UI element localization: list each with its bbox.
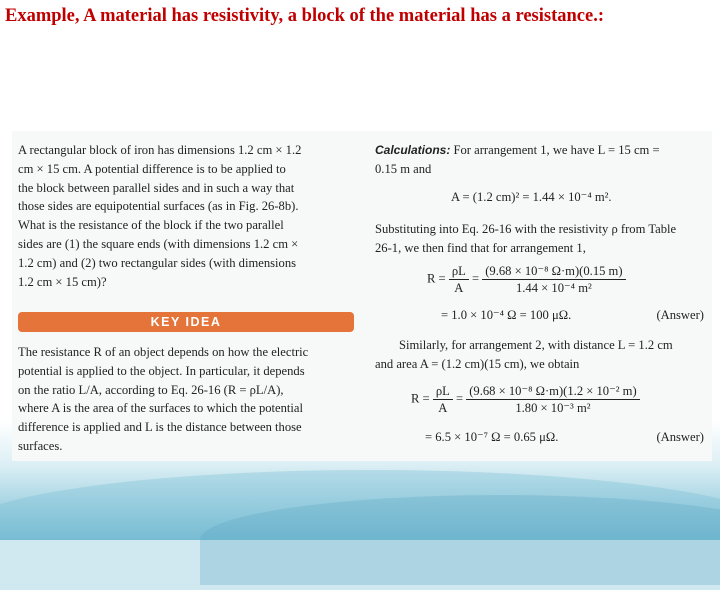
numeric-fraction	[482, 263, 625, 296]
key-idea-label: KEY IDEA	[150, 314, 222, 329]
key-idea-text	[18, 343, 354, 456]
problem-line: 1.2 cm) and (2) two rectangular sides (with dimensions	[18, 255, 297, 270]
problem-statement	[18, 141, 354, 291]
key-idea-line: where A is the area of the surfaces to which the potential	[18, 401, 304, 416]
fraction-denominator: A	[454, 281, 464, 295]
area-equation: A = (1.2 cm)² = 1.44 × 10⁻⁴ m².	[451, 190, 612, 204]
numeric-fraction	[466, 383, 639, 416]
equals-sign: =	[455, 391, 467, 406]
problem-line: sides are (1) the square ends (with dimensions 1.2 cm ×	[18, 236, 299, 251]
rho-l-over-a-fraction	[433, 383, 453, 416]
fraction-numerator: ρL	[449, 263, 469, 280]
key-idea-line: surfaces.	[18, 438, 63, 453]
calculations-line: 0.15 m and	[375, 162, 432, 176]
equation-lhs: R =	[427, 271, 449, 286]
fraction-numerator: (9.68 × 10⁻⁸ Ω·m)(1.2 × 10⁻² m)	[466, 383, 639, 400]
key-idea-line: on the ratio L/A, according to Eq. 26-16 (R = ρL/A),	[18, 382, 284, 397]
calculations-intro	[375, 141, 660, 160]
fraction-numerator: (9.68 × 10⁻⁸ Ω·m)(0.15 m)	[482, 263, 625, 280]
key-idea-banner	[18, 312, 354, 332]
fraction-numerator: ρL	[433, 383, 453, 400]
calculations-heading: Calculations:	[375, 143, 451, 157]
slide-title: Example, A material has resistivity, a block of the material has a resistance.:	[5, 6, 604, 26]
problem-line: What is the resistance of the block if the two parallel	[18, 218, 284, 233]
calculations-intro-text: For arrangement 1, we have L = 15 cm =	[450, 143, 660, 157]
key-idea-line: difference is applied and L is the distance between those	[18, 420, 302, 435]
equation-lhs: R =	[411, 391, 433, 406]
problem-line: A rectangular block of iron has dimensions 1.2 cm × 1.2	[18, 143, 302, 157]
answer-label: (Answer)	[656, 308, 704, 322]
problem-line: cm × 15 cm. A potential difference is to be applied to	[18, 161, 286, 176]
calculations-section	[375, 141, 708, 461]
calculations-line: Similarly, for arrangement 2, with distance L = 1.2 cm	[399, 338, 673, 352]
problem-line: 1.2 cm × 15 cm)?	[18, 274, 107, 289]
resistance-equation-1	[427, 263, 626, 296]
fraction-denominator: A	[438, 401, 448, 415]
calculations-line: Substituting into Eq. 26-16 with the resistivity ρ from Table	[375, 222, 677, 236]
fraction-denominator: 1.44 × 10⁻⁴ m²	[515, 281, 592, 295]
key-idea-line: The resistance R of an object depends on how the electric	[18, 345, 309, 359]
calculations-line: and area A = (1.2 cm)(15 cm), we obtain	[375, 357, 580, 371]
rho-l-over-a-fraction	[449, 263, 469, 296]
resistance-result-1: = 1.0 × 10⁻⁴ Ω = 100 μΩ.	[441, 308, 572, 322]
textbook-excerpt	[12, 131, 712, 461]
key-idea-line: potential is applied to the object. In particular, it depends	[18, 363, 305, 378]
equals-sign: =	[471, 271, 483, 286]
resistance-equation-2	[411, 383, 640, 416]
problem-line: those sides are equipotential surfaces (as in Fig. 26-8b).	[18, 199, 299, 214]
resistance-result-2: = 6.5 × 10⁻⁷ Ω = 0.65 μΩ.	[425, 430, 559, 444]
answer-label: (Answer)	[656, 430, 704, 444]
problem-line: the block between parallel sides and in such a way that	[18, 180, 295, 195]
fraction-denominator: 1.80 × 10⁻³ m²	[515, 401, 591, 415]
calculations-line: 26-1, we then find that for arrangement 1,	[375, 241, 586, 255]
